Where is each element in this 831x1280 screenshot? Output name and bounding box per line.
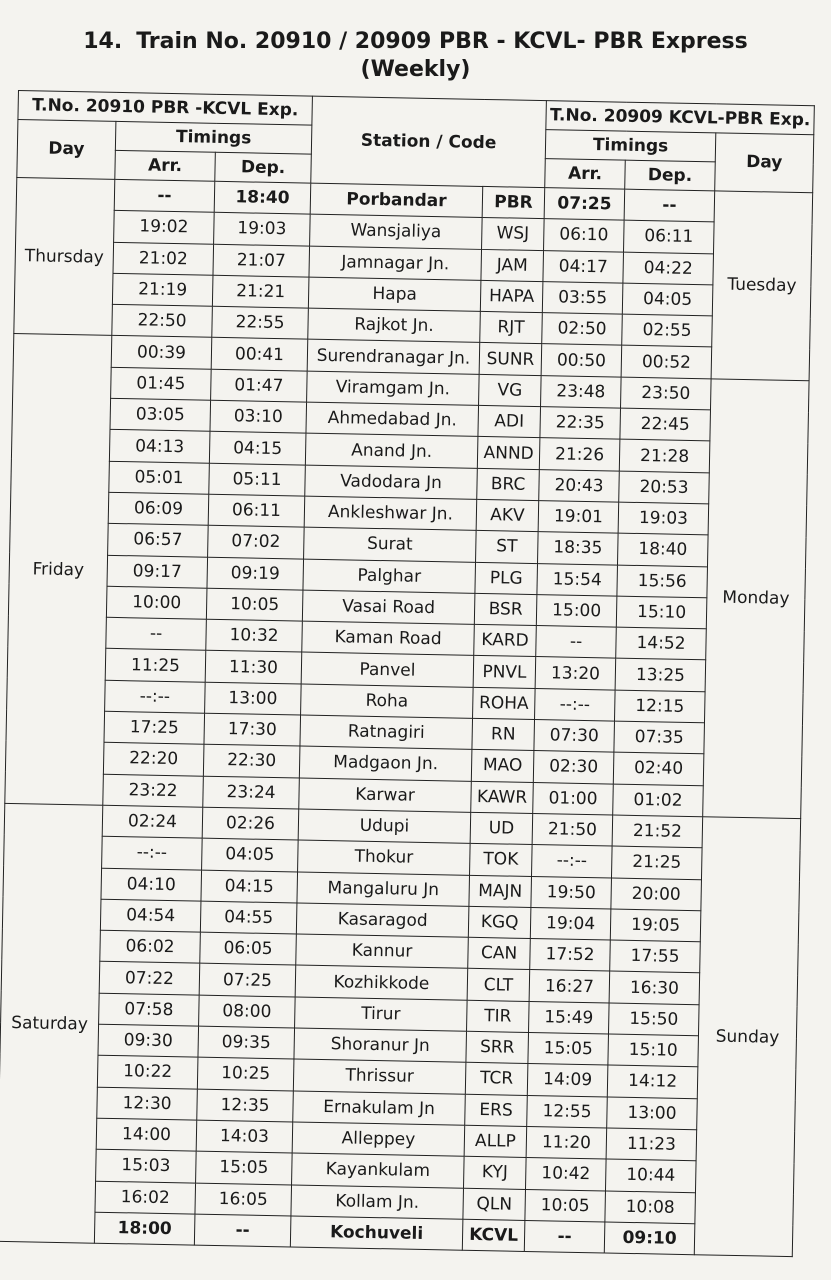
right-dep-cell: 13:00 xyxy=(607,1097,698,1130)
right-arr-cell: 21:50 xyxy=(532,813,613,846)
station-code-cell: MAJN xyxy=(469,875,532,907)
left-dep-cell: 22:30 xyxy=(203,745,300,778)
right-dep-cell: 19:03 xyxy=(618,502,709,535)
left-arr-cell: 07:22 xyxy=(99,962,200,995)
station-code-cell: CAN xyxy=(468,937,531,969)
right-dep-cell: 20:53 xyxy=(619,471,710,504)
station-code-cell: JAM xyxy=(481,249,544,281)
right-arr-cell: 10:42 xyxy=(526,1158,607,1191)
left-dep-cell: 03:10 xyxy=(210,400,307,433)
station-name-cell: Thrissur xyxy=(293,1059,466,1094)
left-dep-cell: 21:21 xyxy=(212,275,309,308)
station-name-cell: Viramgam Jn. xyxy=(307,371,480,406)
left-dep-cell: 04:55 xyxy=(200,901,297,934)
left-dep-header: Dep. xyxy=(215,152,312,183)
right-dep-cell: 16:30 xyxy=(609,971,700,1004)
station-name-cell: Wansjaliya xyxy=(310,214,483,249)
left-arr-cell: 00:39 xyxy=(111,336,212,369)
left-dep-cell: 12:35 xyxy=(197,1089,294,1122)
station-code-cell: MAO xyxy=(471,750,534,782)
left-dep-cell: 09:35 xyxy=(198,1026,295,1059)
left-arr-cell: 04:13 xyxy=(109,430,210,463)
right-dep-cell: 07:35 xyxy=(614,721,705,754)
right-dep-cell: 02:55 xyxy=(622,314,713,347)
right-train-header: T.No. 20909 KCVL-PBR Exp. xyxy=(546,101,815,135)
station-code-cell: KYJ xyxy=(464,1156,527,1188)
station-name-cell: Kochuveli xyxy=(290,1216,463,1251)
station-name-cell: Karwar xyxy=(299,778,472,813)
left-arr-cell: 09:30 xyxy=(98,1024,199,1057)
station-code-cell: ERS xyxy=(465,1094,528,1126)
left-dep-cell: -- xyxy=(194,1214,291,1247)
station-code-cell: CLT xyxy=(467,969,530,1001)
station-code-cell: RN xyxy=(472,718,535,750)
station-code-cell: PBR xyxy=(482,186,545,218)
left-dep-cell: 19:03 xyxy=(214,213,311,246)
right-arr-cell: 19:01 xyxy=(538,501,619,534)
left-arr-cell: 14:00 xyxy=(96,1118,197,1151)
right-arr-cell: 17:52 xyxy=(530,939,611,972)
left-day-cell: Thursday xyxy=(14,177,115,335)
station-name-cell: Palghar xyxy=(303,559,476,594)
right-dep-cell: 15:56 xyxy=(617,565,708,598)
left-dep-cell: 07:25 xyxy=(199,964,296,997)
station-code-cell: PNVL xyxy=(473,656,536,688)
left-arr-cell: 22:20 xyxy=(103,743,204,776)
station-name-cell: Surat xyxy=(304,527,477,562)
left-arr-cell: 21:19 xyxy=(112,273,213,306)
station-code-cell: KGQ xyxy=(468,906,531,938)
left-arr-cell: 04:10 xyxy=(101,868,202,901)
station-code-cell: SRR xyxy=(466,1031,529,1063)
left-arr-cell: 21:02 xyxy=(113,242,214,275)
right-arr-cell: 13:20 xyxy=(535,657,616,690)
timetable xyxy=(0,90,815,1257)
right-dep-cell: 09:10 xyxy=(604,1222,695,1255)
right-arr-cell: --:-- xyxy=(535,688,616,721)
station-code-cell: UD xyxy=(470,812,533,844)
right-arr-cell: 04:17 xyxy=(543,250,624,283)
left-arr-cell: -- xyxy=(114,179,215,212)
left-dep-cell: 07:02 xyxy=(208,525,305,558)
right-arr-header: Arr. xyxy=(545,159,626,190)
left-dep-cell: 09:19 xyxy=(207,557,304,590)
left-arr-cell: 18:00 xyxy=(94,1212,195,1245)
page-title xyxy=(0,28,831,84)
right-dep-cell: -- xyxy=(624,189,715,222)
right-dep-cell: 21:52 xyxy=(612,815,703,848)
station-code-cell: ALLP xyxy=(464,1125,527,1157)
right-arr-cell: 20:43 xyxy=(539,469,620,502)
station-code-cell: ANND xyxy=(477,437,540,469)
right-arr-cell: 07:25 xyxy=(544,188,625,221)
left-day-cell: Saturday xyxy=(0,803,103,1243)
right-day-cell: Sunday xyxy=(694,817,800,1257)
station-code-cell: ST xyxy=(476,531,539,563)
right-dep-cell: 10:44 xyxy=(606,1159,697,1192)
station-code-cell: VG xyxy=(479,374,542,406)
station-name-cell: Mangaluru Jn xyxy=(297,872,470,907)
left-dep-cell: 22:55 xyxy=(212,306,309,339)
station-name-cell: Udupi xyxy=(298,809,471,844)
station-name-cell: Vadodara Jn xyxy=(305,465,478,500)
left-dep-cell: 17:30 xyxy=(204,713,301,746)
station-name-cell: Ernakulam Jn xyxy=(293,1091,466,1126)
right-dep-cell: 17:55 xyxy=(610,940,701,973)
right-arr-cell: 19:50 xyxy=(531,876,612,909)
left-dep-cell: 21:07 xyxy=(213,244,310,277)
left-day-header: Day xyxy=(17,120,116,180)
station-name-cell: Alleppey xyxy=(292,1122,465,1157)
station-code-cell: HAPA xyxy=(480,280,543,312)
right-dep-cell: 21:28 xyxy=(619,439,710,472)
left-arr-cell: 06:02 xyxy=(100,930,201,963)
left-dep-cell: 01:47 xyxy=(211,369,308,402)
right-arr-cell: 07:30 xyxy=(534,720,615,753)
left-arr-cell: -- xyxy=(106,617,207,650)
left-arr-cell: 07:58 xyxy=(99,993,200,1026)
left-arr-cell: 12:30 xyxy=(97,1087,198,1120)
left-dep-cell: 14:03 xyxy=(196,1120,293,1153)
station-code-cell: TCR xyxy=(465,1063,528,1095)
right-arr-cell: 23:48 xyxy=(541,375,622,408)
right-arr-cell: 02:50 xyxy=(542,313,623,346)
station-name-cell: Kollam Jn. xyxy=(291,1184,464,1219)
left-arr-cell: 10:22 xyxy=(97,1056,198,1089)
left-dep-cell: 08:00 xyxy=(199,995,296,1028)
station-name-cell: Kannur xyxy=(296,934,469,969)
right-arr-cell: 03:55 xyxy=(542,282,623,315)
right-dep-cell: 15:10 xyxy=(608,1034,699,1067)
left-arr-cell: 10:00 xyxy=(106,586,207,619)
right-arr-cell: 00:50 xyxy=(541,344,622,377)
left-arr-cell: 01:45 xyxy=(111,367,212,400)
station-code-cell: ROHA xyxy=(473,687,536,719)
station-name-cell: Kaman Road xyxy=(302,621,475,656)
station-code-cell: WSJ xyxy=(482,218,545,250)
left-dep-cell: 10:05 xyxy=(206,588,303,621)
station-name-cell: Ahmedabad Jn. xyxy=(306,402,479,437)
left-arr-cell: 06:09 xyxy=(108,492,209,525)
title-line-2: (Weekly) xyxy=(360,57,471,82)
left-dep-cell: 06:05 xyxy=(200,932,297,965)
station-name-cell: Ratnagiri xyxy=(300,715,473,750)
station-code-header: Station / Code xyxy=(311,96,547,187)
left-arr-cell: 09:17 xyxy=(107,555,208,588)
left-arr-header: Arr. xyxy=(115,150,216,181)
right-dep-cell: 19:05 xyxy=(610,909,701,942)
left-arr-cell: 05:01 xyxy=(109,461,210,494)
right-arr-cell: -- xyxy=(536,626,617,659)
station-name-cell: Porbandar xyxy=(310,183,483,218)
right-arr-cell: 15:00 xyxy=(536,594,617,627)
right-arr-cell: -- xyxy=(524,1220,605,1253)
right-dep-cell: 23:50 xyxy=(621,377,712,410)
left-dep-cell: 04:15 xyxy=(201,870,298,903)
station-name-cell: Kozhikkode xyxy=(295,965,468,1000)
right-arr-cell: 15:49 xyxy=(529,1001,610,1034)
right-dep-cell: 18:40 xyxy=(618,533,709,566)
right-dep-cell: 15:10 xyxy=(616,596,707,629)
title-number: 14. xyxy=(83,29,123,54)
left-dep-cell: 00:41 xyxy=(211,338,308,371)
station-code-cell: KARD xyxy=(474,625,537,657)
right-dep-cell: 12:15 xyxy=(615,690,706,723)
station-name-cell: Panvel xyxy=(301,653,474,688)
right-dep-cell: 06:11 xyxy=(624,220,715,253)
station-name-cell: Madgaon Jn. xyxy=(299,746,472,781)
right-arr-cell: 18:35 xyxy=(538,532,619,565)
right-day-header: Day xyxy=(715,133,814,193)
title-line-1 xyxy=(0,28,831,56)
station-name-cell: Jamnagar Jn. xyxy=(309,246,482,281)
left-arr-cell: 11:25 xyxy=(105,649,206,682)
right-arr-cell: 19:04 xyxy=(530,907,611,940)
right-dep-cell: 10:08 xyxy=(605,1190,696,1223)
station-code-cell: QLN xyxy=(463,1188,526,1220)
left-arr-cell: --:-- xyxy=(102,836,203,869)
left-arr-cell: 17:25 xyxy=(104,711,205,744)
station-name-cell: Hapa xyxy=(308,277,481,312)
right-arr-cell: 15:05 xyxy=(528,1032,609,1065)
right-dep-cell: 14:12 xyxy=(607,1065,698,1098)
left-dep-cell: 16:05 xyxy=(195,1183,292,1216)
station-code-cell: SUNR xyxy=(479,343,542,375)
right-day-cell: Tuesday xyxy=(711,191,813,381)
station-name-cell: Roha xyxy=(301,684,474,719)
right-arr-cell: 16:27 xyxy=(529,970,610,1003)
right-arr-cell: 10:05 xyxy=(525,1189,606,1222)
right-dep-cell: 00:52 xyxy=(621,346,712,379)
right-arr-cell: 11:20 xyxy=(526,1126,607,1159)
right-dep-cell: 01:02 xyxy=(613,784,704,817)
left-train-header: T.No. 20910 PBR -KCVL Exp. xyxy=(18,91,313,126)
station-name-cell: Surendranagar Jn. xyxy=(307,340,480,375)
right-arr-cell: 21:26 xyxy=(539,438,620,471)
station-name-cell: Shoranur Jn xyxy=(294,1028,467,1063)
left-arr-cell: 15:03 xyxy=(96,1149,197,1182)
right-arr-cell: 15:54 xyxy=(537,563,618,596)
left-dep-cell: 23:24 xyxy=(203,776,300,809)
left-arr-cell: 03:05 xyxy=(110,398,211,431)
station-name-cell: Ankleshwar Jn. xyxy=(304,496,477,531)
station-code-cell: TOK xyxy=(470,844,533,876)
right-dep-header: Dep. xyxy=(625,160,716,191)
station-name-cell: Kasaragod xyxy=(296,903,469,938)
right-dep-cell: 04:05 xyxy=(622,283,713,316)
right-timings-header: Timings xyxy=(545,130,716,162)
station-name-cell: Vasai Road xyxy=(302,590,475,625)
timetable-body xyxy=(0,177,813,1256)
right-dep-cell: 15:50 xyxy=(609,1003,700,1036)
left-dep-cell: 04:05 xyxy=(202,838,299,871)
timetable-sheet xyxy=(0,90,814,1257)
right-arr-cell: --:-- xyxy=(532,845,613,878)
station-name-cell: Thokur xyxy=(298,840,471,875)
station-name-cell: Tirur xyxy=(295,997,468,1032)
right-dep-cell: 22:45 xyxy=(620,408,711,441)
left-arr-cell: 16:02 xyxy=(95,1181,196,1214)
left-dep-cell: 05:11 xyxy=(209,463,306,496)
right-dep-cell: 21:25 xyxy=(612,846,703,879)
right-dep-cell: 11:23 xyxy=(606,1128,697,1161)
left-arr-cell: 04:54 xyxy=(100,899,201,932)
left-arr-cell: 02:24 xyxy=(102,805,203,838)
station-name-cell: Anand Jn. xyxy=(305,433,478,468)
station-code-cell: BRC xyxy=(477,468,540,500)
left-arr-cell: 22:50 xyxy=(112,305,213,338)
right-dep-cell: 02:40 xyxy=(613,752,704,785)
right-dep-cell: 20:00 xyxy=(611,878,702,911)
left-dep-cell: 10:25 xyxy=(197,1057,294,1090)
left-dep-cell: 15:05 xyxy=(196,1151,293,1184)
left-arr-cell: 23:22 xyxy=(103,774,204,807)
right-dep-cell: 13:25 xyxy=(615,659,706,692)
station-code-cell: BSR xyxy=(474,593,537,625)
left-dep-cell: 02:26 xyxy=(202,807,299,840)
left-dep-cell: 11:30 xyxy=(205,651,302,684)
left-arr-cell: --:-- xyxy=(105,680,206,713)
left-timings-header: Timings xyxy=(115,121,312,154)
station-code-cell: ADI xyxy=(478,405,541,437)
station-code-cell: KAWR xyxy=(471,781,534,813)
station-code-cell: AKV xyxy=(476,499,539,531)
right-arr-cell: 22:35 xyxy=(540,407,621,440)
right-arr-cell: 14:09 xyxy=(527,1064,608,1097)
left-dep-cell: 04:15 xyxy=(209,432,306,465)
left-dep-cell: 18:40 xyxy=(214,181,311,214)
right-dep-cell: 04:22 xyxy=(623,252,714,285)
right-dep-cell: 14:52 xyxy=(616,627,707,660)
station-code-cell: PLG xyxy=(475,562,538,594)
station-code-cell: KCVL xyxy=(462,1219,525,1251)
title-text: Train No. 20910 / 20909 PBR - KCVL- PBR Express xyxy=(136,29,748,54)
right-arr-cell: 01:00 xyxy=(533,782,614,815)
station-name-cell: Kayankulam xyxy=(292,1153,465,1188)
left-dep-cell: 06:11 xyxy=(208,494,305,527)
left-dep-cell: 10:32 xyxy=(206,619,303,652)
left-day-cell: Friday xyxy=(5,334,112,805)
right-day-cell: Monday xyxy=(703,379,809,819)
station-name-cell: Rajkot Jn. xyxy=(308,308,481,343)
left-arr-cell: 19:02 xyxy=(114,211,215,244)
left-dep-cell: 13:00 xyxy=(205,682,302,715)
station-code-cell: TIR xyxy=(467,1000,530,1032)
right-arr-cell: 12:55 xyxy=(527,1095,608,1128)
station-code-cell: RJT xyxy=(480,312,543,344)
right-arr-cell: 02:30 xyxy=(533,751,614,784)
right-arr-cell: 06:10 xyxy=(544,219,625,252)
left-arr-cell: 06:57 xyxy=(108,524,209,557)
